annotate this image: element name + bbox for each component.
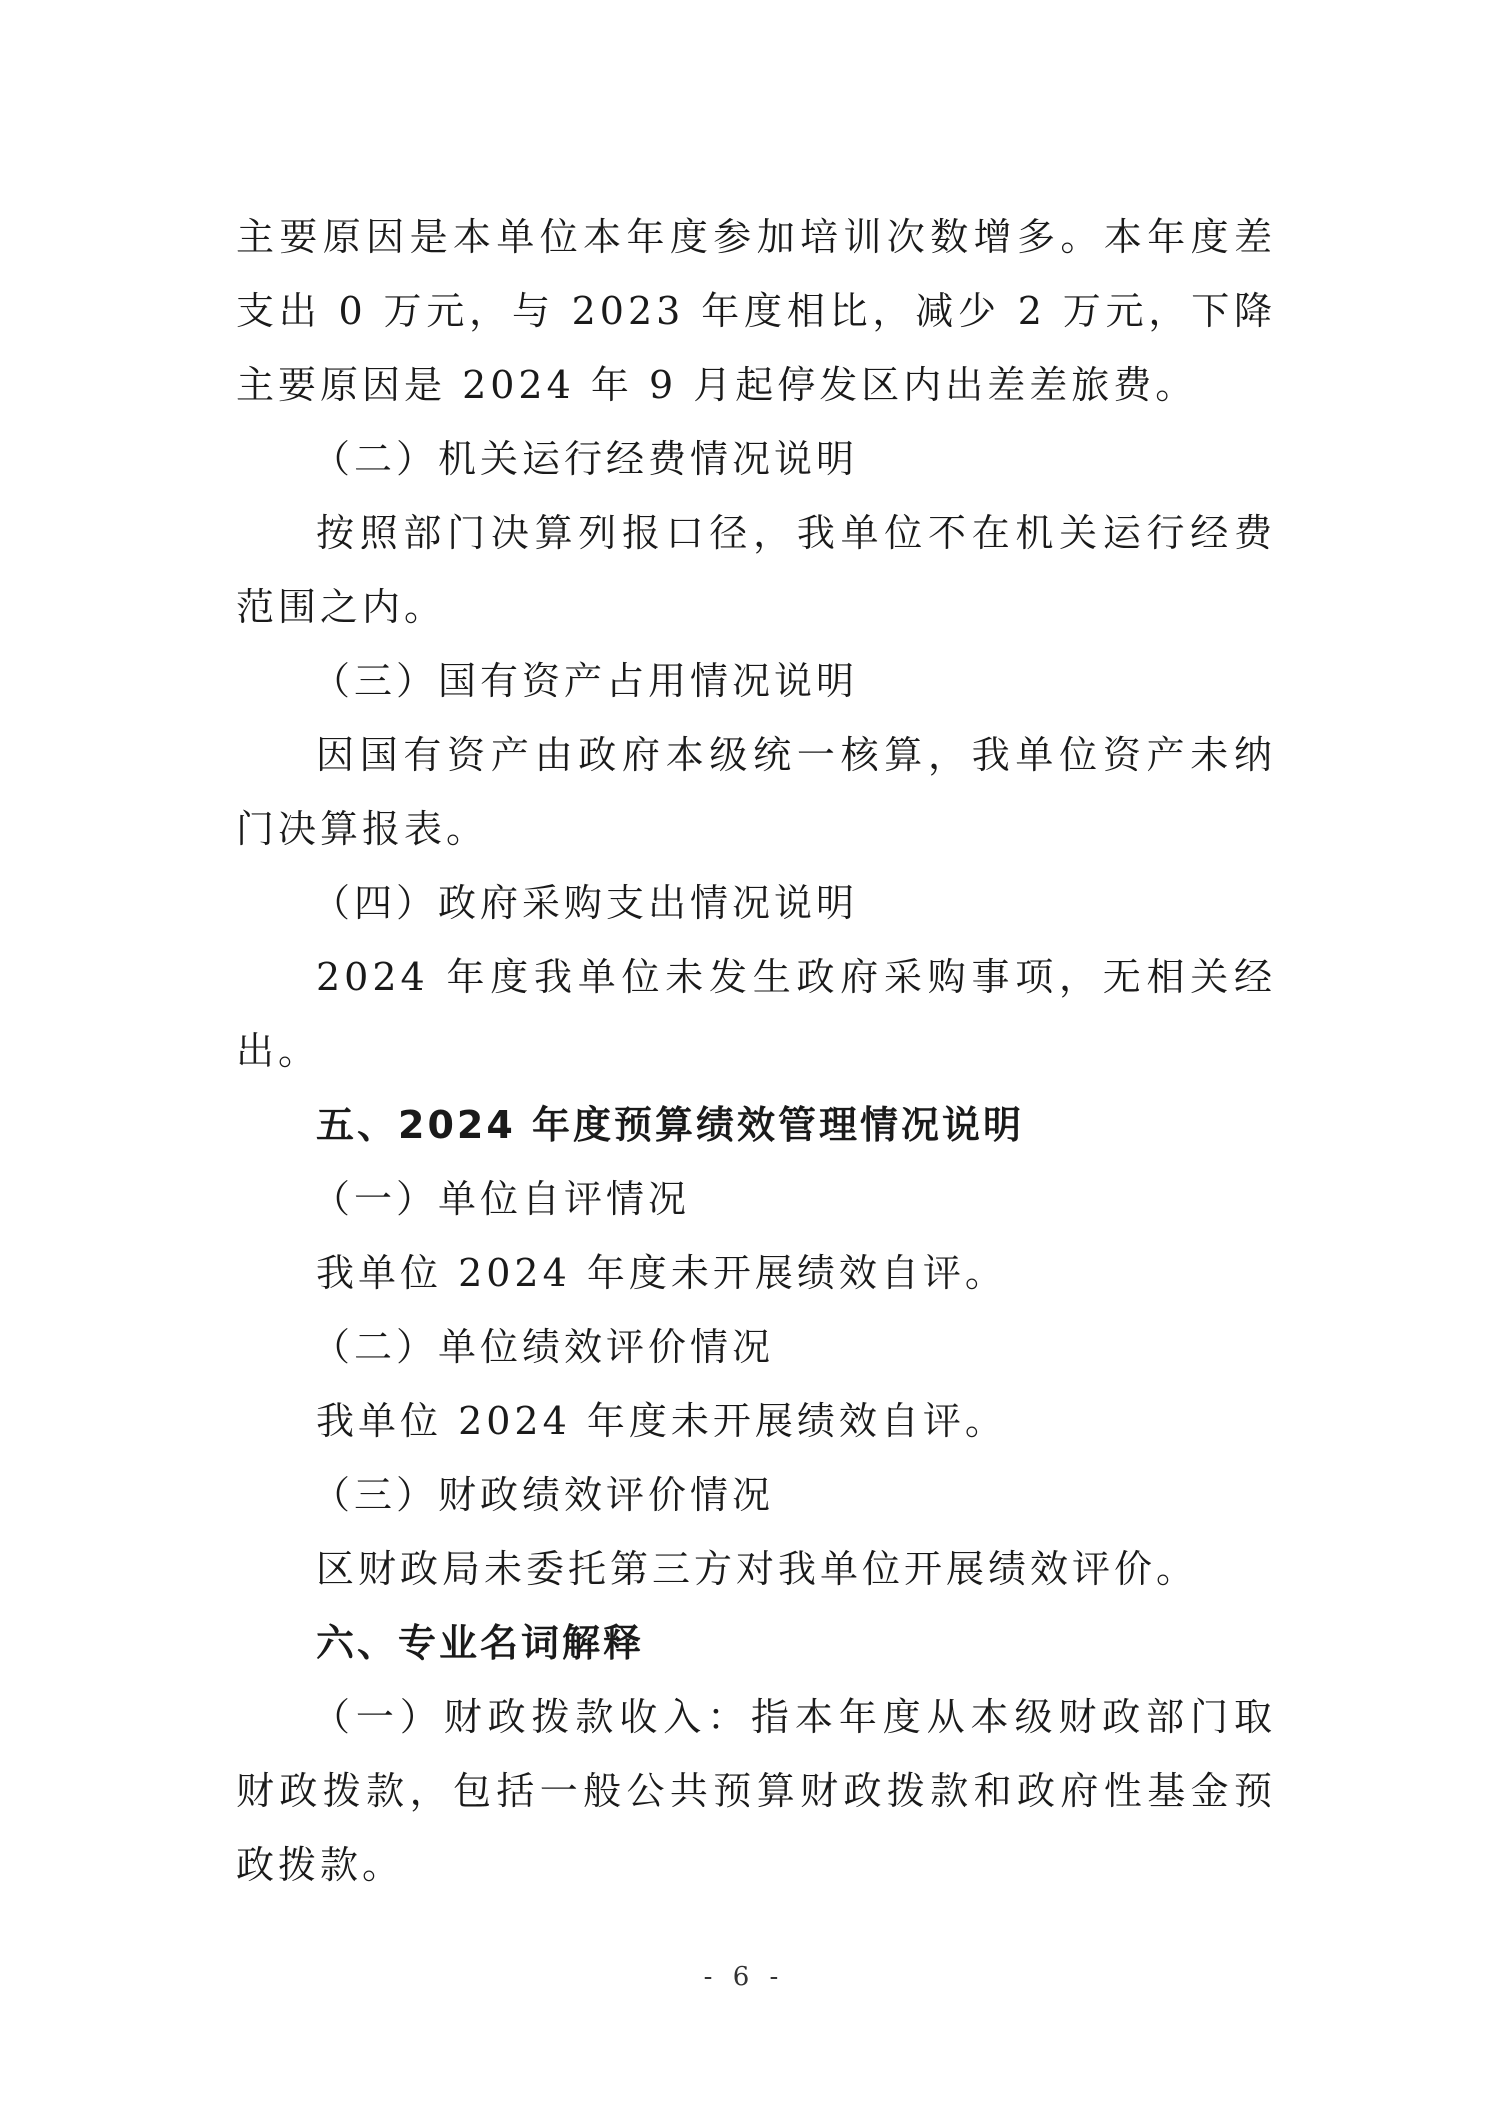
page-number: - 6 -: [703, 1962, 785, 1992]
section-heading-4: （四）政府采购支出情况说明: [312, 881, 859, 925]
paragraph-line: 出。: [236, 1029, 321, 1073]
section-heading-5-3: （三）财政绩效评价情况: [312, 1473, 775, 1517]
paragraph-line: 政拨款。: [236, 1843, 405, 1887]
paragraph-line: 支出 0 万元，与 2023 年度相比，减少 2 万元，下降: [236, 289, 1276, 333]
paragraph-line: 2024 年度我单位未发生政府采购事项，无相关经: [316, 955, 1276, 999]
paragraph-line: （一）财政拨款收入：指本年度从本级财政部门取: [312, 1695, 1276, 1739]
paragraph-line: 区财政局未委托第三方对我单位开展绩效评价。: [316, 1547, 1199, 1591]
paragraph-line: 按照部门决算列报口径，我单位不在机关运行经费: [316, 511, 1276, 555]
paragraph-line: 因国有资产由政府本级统一核算，我单位资产未纳: [316, 733, 1276, 777]
paragraph-line: 主要原因是 2024 年 9 月起停发区内出差差旅费。: [236, 363, 1198, 407]
paragraph-line: 我单位 2024 年度未开展绩效自评。: [316, 1251, 1007, 1295]
section-heading-5-1: （一）单位自评情况: [312, 1177, 691, 1221]
section-heading-3: （三）国有资产占用情况说明: [312, 659, 859, 703]
section-heading-2: （二）机关运行经费情况说明: [312, 437, 859, 481]
paragraph-line: 我单位 2024 年度未开展绩效自评。: [316, 1399, 1007, 1443]
document-body: [236, 200, 1276, 1902]
paragraph-line: 财政拨款，包括一般公共预算财政拨款和政府性基金预: [236, 1769, 1276, 1813]
paragraph-line: 门决算报表。: [236, 807, 489, 851]
paragraph-line: 范围之内。: [236, 585, 447, 629]
chapter-heading-5: 五、2024 年度预算绩效管理情况说明: [316, 1103, 1024, 1147]
paragraph-line: 主要原因是本单位本年度参加培训次数增多。本年度差: [236, 215, 1276, 259]
section-heading-5-2: （二）单位绩效评价情况: [312, 1325, 775, 1369]
chapter-heading-6: 六、专业名词解释: [316, 1621, 645, 1665]
